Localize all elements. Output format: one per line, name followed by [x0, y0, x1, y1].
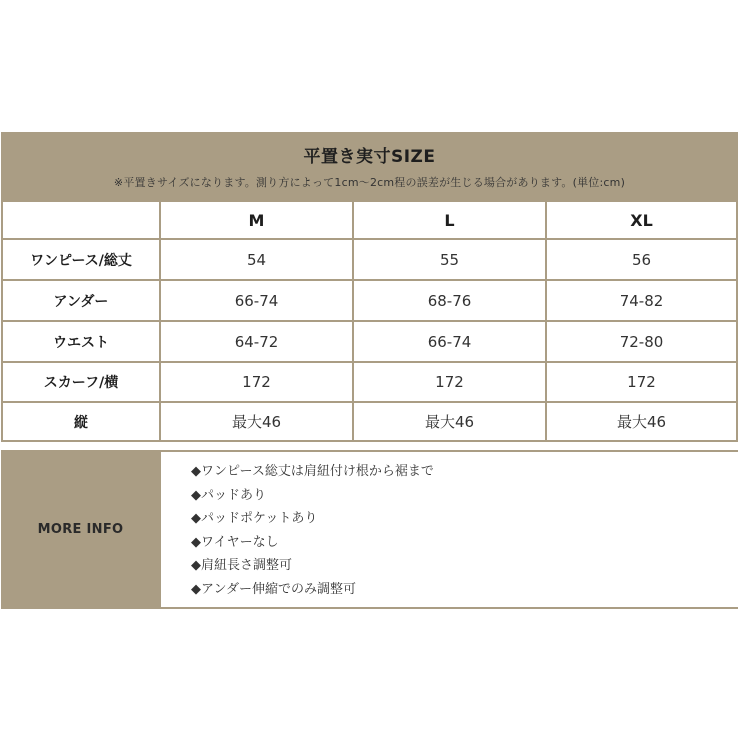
table-cell: 172	[547, 363, 736, 401]
table-cell: 172	[354, 363, 545, 401]
more-info-section	[1, 450, 738, 609]
table-cell: 55	[354, 240, 545, 279]
corner-cell	[3, 202, 159, 238]
size-table	[1, 132, 738, 442]
more-info-list	[191, 460, 434, 602]
table-cell: 66-74	[161, 281, 352, 320]
row-label: スカーフ/横	[3, 363, 159, 401]
list-item: ◆ワンピース総丈は肩紐付け根から裾まで	[191, 464, 434, 479]
table-cell: 68-76	[354, 281, 545, 320]
list-item: ◆パッドあり	[191, 487, 266, 503]
table-cell: 最大46	[547, 403, 736, 440]
row-label: ウエスト	[3, 322, 159, 361]
list-item: ◆パッドポケットあり	[191, 511, 318, 527]
size-table-note: ※平置きサイズになります。測り方によって1cm～2cm程の誤差が生じる場合があります。(単位:cm)	[113, 176, 626, 189]
table-cell: 64-72	[161, 322, 352, 361]
row-label: 縦	[3, 403, 159, 440]
size-table-title: 平置き実寸SIZE	[303, 147, 436, 167]
size-table-header	[1, 132, 738, 200]
table-cell: 54	[161, 240, 352, 279]
table-cell: 66-74	[354, 322, 545, 361]
table-cell: 72-80	[547, 322, 736, 361]
table-cell: 74-82	[547, 281, 736, 320]
table-cell: 最大46	[354, 403, 545, 440]
table-cell: 最大46	[161, 403, 352, 440]
row-label: アンダー	[3, 281, 159, 320]
table-cell: 172	[161, 363, 352, 401]
list-item: ◆肩紐長さ調整可	[191, 558, 292, 574]
row-label: ワンピース/総丈	[3, 240, 159, 279]
column-header-m: M	[161, 202, 352, 238]
more-info-panel	[161, 452, 738, 607]
column-header-l: L	[354, 202, 545, 238]
column-header-xl: XL	[547, 202, 736, 238]
list-item: ◆アンダー伸縮でのみ調整可	[191, 581, 356, 597]
more-info-label: MORE INFO	[37, 522, 124, 537]
table-cell: 56	[547, 240, 736, 279]
list-item: ◆ワイヤーなし	[191, 534, 279, 550]
